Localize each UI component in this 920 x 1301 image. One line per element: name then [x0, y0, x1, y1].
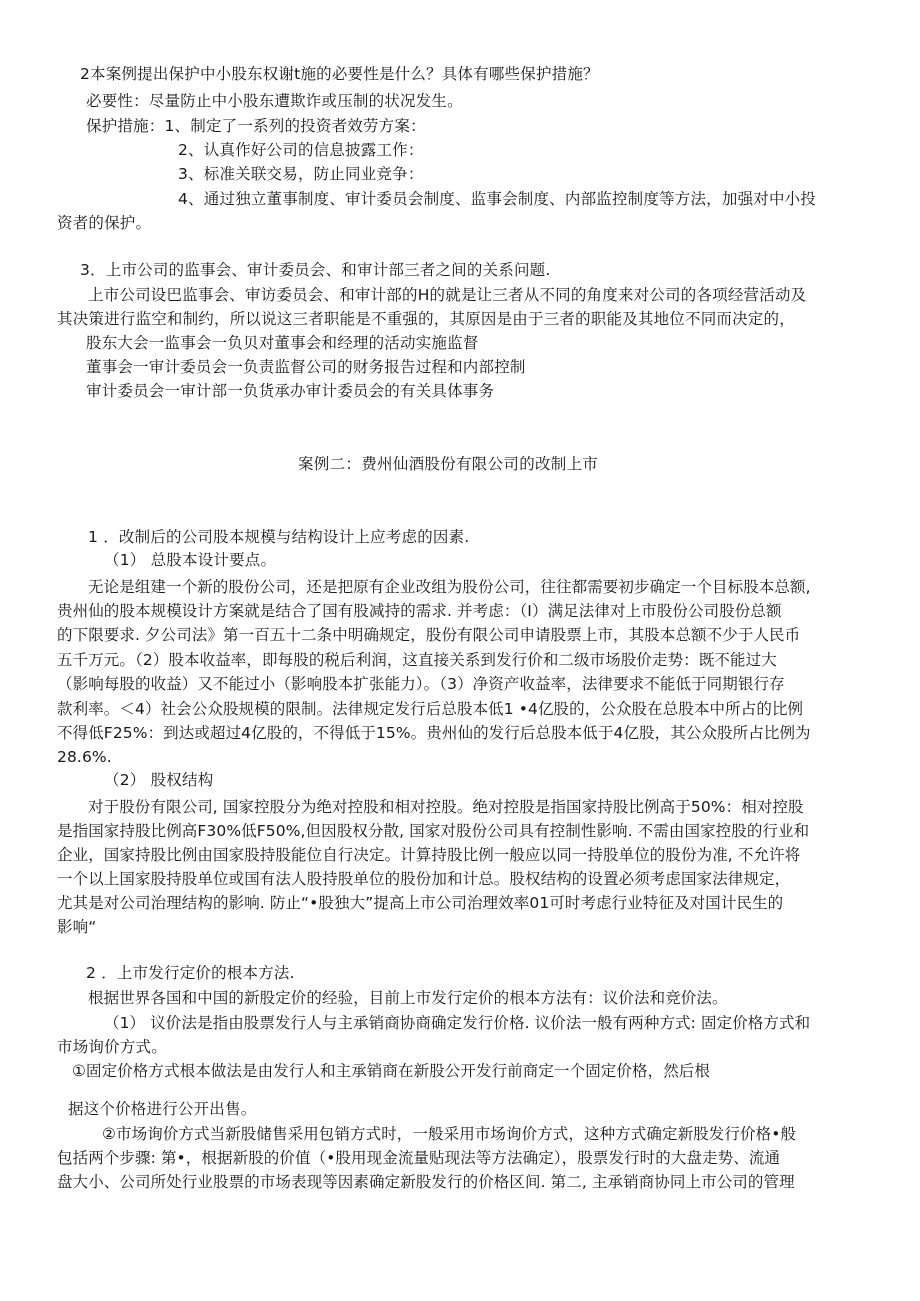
q2-measure-4: 4、通过独立董事制度、审计委员会制度、监事会制度、内部监控制度等方法，加强对中小投 [178, 190, 817, 208]
s2-fixed-price-line: ①固定价格方式根本做法是由发行人和主承销商在新股公开发行前商定一个固定价格，然后根 [72, 1062, 710, 1080]
q3-paragraph-line: 其决策进行监空和制约，所以说这三者职能是不重强的，其原因是由于三者的职能及其地位不同而决定的， [57, 310, 795, 328]
q2-measure-3: 3、标准关联交易，防止同业竞争： [178, 165, 424, 183]
s1-p1-line: 28.6%. [57, 748, 112, 766]
case2-title: 案例二：费州仙酒股份有限公司的改制上市 [298, 455, 599, 473]
s1-sub2: （2） 股权结构 [104, 771, 214, 789]
q2-measure-1: 保护措施：1、制定了一系列的投资者效劳方案： [86, 117, 426, 135]
s1-p2-line: 企业，国家持股比例由国家股持股能位自行决定。计算持股比例一般应以同一持股单位的股份为准, 不允许将 [57, 846, 801, 864]
q3-relation-3: 审计委员会一审计部一负货承办审计委员会的有关具体事务 [86, 382, 495, 400]
q2-heading: 2本案例提出保护中小股东权谢t施的必要性是什么？具体有哪些保护措施？ [80, 65, 599, 83]
q3-relation-2: 董事会一审计委员会一负责监督公司的财务报告过程和内部控制 [86, 358, 526, 376]
s2-inquiry-line: 包括两个步骤: 第•，根据新股的价值（•股用现金流量贴现法等方法确定），股票发行时的大盘走势、流通 [57, 1149, 781, 1167]
s1-heading: 1 ．改制后的公司股本规模与结构设计上应考虑的因素. [88, 528, 470, 546]
q2-measure-2: 2、认真作好公司的信息披露工作： [178, 141, 424, 159]
s1-p1-line: 的下限要求. 夕公司法》第一百五十二条中明确规定，股份有限公司申请股票上市，其股本总额不少于人民币 [57, 626, 801, 644]
s2-method1-line: 市场询价方式。 [57, 1038, 167, 1056]
s1-p1-line: 款利率。＜4）社会公众股规模的限制。法律规定发行后总股本低1 •4亿股的，公众股在总股本中所占的比例 [57, 700, 804, 718]
q2-necessity: 必要性：尽量防止中小股东遭欺诈或压制的状况发生。 [86, 92, 463, 110]
s1-p1-line: 五千万元。（2）股本收益率，即每股的税后利润，这直接关系到发行价和二级市场股价走势：既不能过大 [57, 651, 777, 669]
s1-sub1: （1） 总股本设计要点。 [104, 551, 277, 569]
s1-p2-line: 一个以上国家股持股单位或国有法人股持股单位的股份加和计总。股权结构的设置必须考虑国家法律规定， [57, 870, 791, 888]
s2-method1-line: （1） 议价法是指由股票发行人与主承销商协商确定发行价格. 议价法一般有两种方式: 固定价格方式和 [104, 1014, 811, 1032]
s2-intro: 根据世界各国和中国的新股定价的经验，目前上市发行定价的根本方法有：议价法和竞价法。 [88, 989, 728, 1007]
s1-p2-line: 是指国家持股比例高F30%低F50%,但因股权分散, 国家对股份公司具有控制性影响. 不需由国家控股的行业和 [57, 822, 810, 840]
s1-p1-line: （影响每股的收益）又不能过小（影响股本扩张能力）。（3）净资产收益率，法律要求不能低于同期银行存 [57, 675, 785, 693]
s1-p1-line: 无论是组建一个新的股份公司，还是把原有企业改组为股份公司，往往都需要初步确定一个目标股本总额, [88, 578, 811, 596]
q2-measure-4-cont: 资者的保护。 [57, 214, 152, 232]
q3-paragraph-line: 上市公司设巴监事会、审访委员会、和审计部的H的就是让三者从不同的角度来对公司的各项经营活动及 [88, 286, 807, 304]
q3-relation-1: 股东大会一监事会一负贝对董事会和经理的活动实施监督 [86, 334, 479, 352]
s1-p1-line: 贵州仙的股本规模设计方案就是结合了国有股减持的需求. 并考虑：（I）满足法律对上市股份公司股份总额 [57, 602, 782, 620]
s1-p2-line: 对于股份有限公司, 国家控股分为绝对控股和相对控股。绝对控股是指国家持股比例高于50%：相对控股 [88, 798, 804, 816]
q3-heading: 3．上市公司的监事会、审计委员会、和审计部三者之间的关系问题. [80, 261, 551, 279]
s1-p1-line: 不得低F25%：到达或超过4亿股的，不得低于15%。贵州仙的发行后总股本低于4亿股，其公众股所占比例为 [57, 724, 811, 742]
s1-p2-line: 尤其是对公司治理结构的影响. 防止“•股独大”提高上市公司治理效率01可时考虑行业特征及对国计民生的 [57, 894, 784, 912]
s2-fixed-price-line: 据这个价格进行公开出售。 [68, 1100, 257, 1118]
s2-inquiry-line: ②市场询价方式当新股储售采用包销方式时，一般采用市场询价方式，这种方式确定新股发行价格•般 [102, 1125, 797, 1143]
s2-heading: 2 ．上市发行定价的根本方法. [86, 964, 295, 982]
s1-p2-line: 影响“ [57, 918, 97, 936]
s2-inquiry-line: 盘大小、公司所处行业股票的市场表现等因素确定新股发行的价格区间. 第二, 主承销商协同上市公司的管理 [57, 1173, 795, 1191]
